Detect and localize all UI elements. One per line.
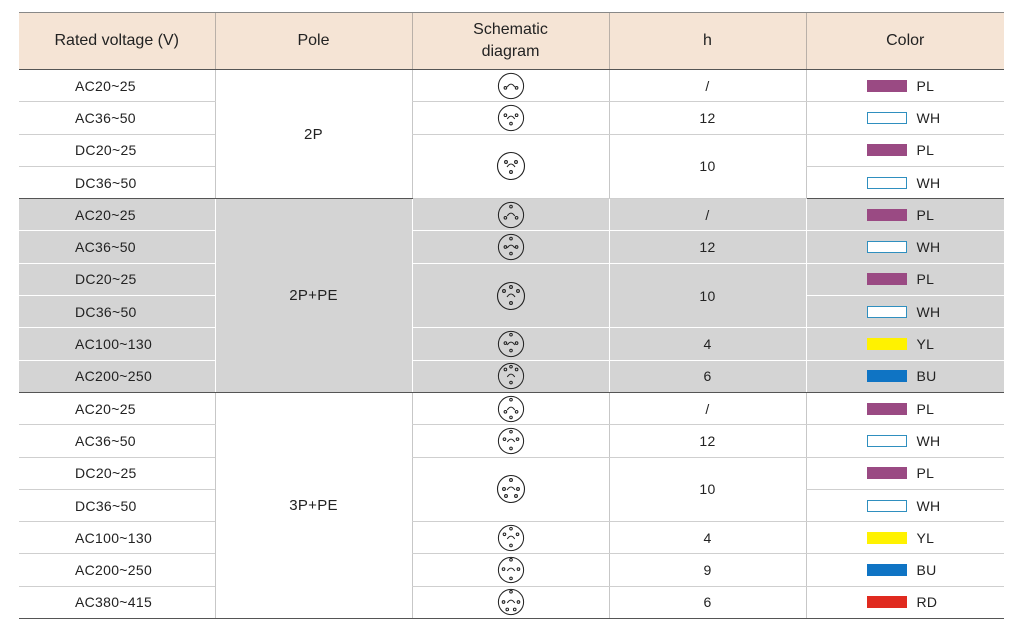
voltage-cell: DC36~50	[19, 166, 215, 198]
header-h: h	[609, 13, 806, 70]
color-cell	[806, 296, 1004, 328]
pin-diagram-icon	[497, 233, 525, 261]
color-code-label: WH	[916, 109, 941, 126]
voltage-cell: DC20~25	[19, 263, 215, 295]
table-row	[19, 70, 1004, 102]
pin-diagram-icon	[497, 588, 525, 616]
h-cell: 10	[609, 263, 806, 328]
diagram-cell	[412, 134, 609, 199]
header-diagram-line1: Schematic	[473, 21, 548, 38]
color-cell	[806, 199, 1004, 231]
color-code-label: WH	[916, 303, 941, 320]
voltage-cell: DC20~25	[19, 457, 215, 489]
table-row	[19, 263, 1004, 295]
header-diagram	[412, 13, 609, 70]
table-row	[19, 586, 1004, 618]
diagram-cell	[412, 102, 609, 134]
voltage-cell: DC36~50	[19, 296, 215, 328]
color-swatch	[867, 532, 907, 544]
color-code-label: PL	[916, 271, 935, 288]
table-row	[19, 328, 1004, 360]
color-swatch	[867, 500, 907, 512]
color-code-label: PL	[916, 400, 935, 417]
color-cell	[806, 489, 1004, 521]
color-code-label: PL	[916, 77, 935, 94]
h-cell: 6	[609, 360, 806, 392]
diagram-cell	[412, 360, 609, 392]
pole-cell: 2P	[215, 70, 412, 199]
color-cell	[806, 102, 1004, 134]
color-code-label: YL	[916, 529, 935, 546]
pin-diagram-icon	[497, 201, 525, 229]
color-cell	[806, 586, 1004, 618]
h-cell: 12	[609, 231, 806, 263]
table-row	[19, 522, 1004, 554]
pin-diagram-icon	[497, 556, 525, 584]
color-swatch	[867, 403, 907, 415]
color-swatch	[867, 306, 907, 318]
header-pole: Pole	[215, 13, 412, 70]
h-cell: 12	[609, 102, 806, 134]
color-code-label: PL	[916, 465, 935, 482]
voltage-cell: AC36~50	[19, 102, 215, 134]
color-swatch	[867, 467, 907, 479]
pole-cell: 3P+PE	[215, 392, 412, 618]
table-row	[19, 199, 1004, 231]
color-cell	[806, 134, 1004, 166]
color-cell	[806, 457, 1004, 489]
color-cell	[806, 231, 1004, 263]
h-cell: 12	[609, 425, 806, 457]
table-row	[19, 360, 1004, 392]
color-swatch	[867, 273, 907, 285]
header-diagram-line2: diagram	[481, 43, 540, 60]
diagram-cell	[412, 522, 609, 554]
color-cell	[806, 392, 1004, 424]
pin-diagram-icon	[497, 330, 525, 358]
color-code-label: WH	[916, 239, 941, 256]
pin-diagram-icon	[496, 474, 526, 504]
color-swatch	[867, 241, 907, 253]
color-swatch	[867, 209, 907, 221]
voltage-cell: AC380~415	[19, 586, 215, 618]
h-cell: /	[609, 392, 806, 424]
table-row	[19, 102, 1004, 134]
pin-diagram-icon	[497, 395, 525, 423]
diagram-cell	[412, 199, 609, 231]
h-cell: 4	[609, 522, 806, 554]
header-voltage: Rated voltage (V)	[19, 13, 215, 70]
voltage-cell: AC200~250	[19, 554, 215, 586]
h-cell: /	[609, 199, 806, 231]
voltage-cell: AC200~250	[19, 360, 215, 392]
diagram-cell	[412, 263, 609, 328]
voltage-cell: AC20~25	[19, 70, 215, 102]
diagram-cell	[412, 328, 609, 360]
table-row	[19, 231, 1004, 263]
pin-diagram-icon	[497, 362, 525, 390]
h-cell: /	[609, 70, 806, 102]
color-swatch	[867, 144, 907, 156]
h-cell: 6	[609, 586, 806, 618]
pin-diagram-icon	[496, 281, 526, 311]
diagram-cell	[412, 586, 609, 618]
pin-diagram-icon	[497, 524, 525, 552]
spec-table	[19, 12, 1004, 619]
diagram-cell	[412, 425, 609, 457]
h-cell: 4	[609, 328, 806, 360]
color-swatch	[867, 177, 907, 189]
color-code-label: PL	[916, 142, 935, 159]
diagram-cell	[412, 392, 609, 424]
color-code-label: RD	[916, 594, 938, 611]
diagram-cell	[412, 70, 609, 102]
voltage-cell: DC20~25	[19, 134, 215, 166]
diagram-cell	[412, 554, 609, 586]
h-cell: 10	[609, 134, 806, 199]
color-cell	[806, 70, 1004, 102]
pin-diagram-icon	[497, 72, 525, 100]
color-cell	[806, 263, 1004, 295]
color-cell	[806, 166, 1004, 198]
voltage-cell: DC36~50	[19, 489, 215, 521]
pole-cell: 2P+PE	[215, 199, 412, 393]
color-code-label: YL	[916, 336, 935, 353]
voltage-cell: AC100~130	[19, 522, 215, 554]
color-code-label: BU	[916, 562, 937, 579]
voltage-cell: AC20~25	[19, 199, 215, 231]
voltage-cell: AC100~130	[19, 328, 215, 360]
color-swatch	[867, 596, 907, 608]
color-swatch	[867, 435, 907, 447]
table-row	[19, 554, 1004, 586]
diagram-cell	[412, 231, 609, 263]
color-code-label: PL	[916, 206, 935, 223]
table-row	[19, 392, 1004, 424]
voltage-cell: AC36~50	[19, 425, 215, 457]
voltage-cell: AC20~25	[19, 392, 215, 424]
color-cell	[806, 328, 1004, 360]
header-color: Color	[806, 13, 1004, 70]
color-code-label: BU	[916, 368, 937, 385]
pin-diagram-icon	[497, 427, 525, 455]
color-swatch	[867, 564, 907, 576]
table-row	[19, 134, 1004, 166]
table-body	[19, 70, 1004, 619]
color-code-label: WH	[916, 497, 941, 514]
color-cell	[806, 425, 1004, 457]
pin-diagram-icon	[497, 104, 525, 132]
color-cell	[806, 522, 1004, 554]
color-swatch	[867, 370, 907, 382]
table-row	[19, 457, 1004, 489]
h-cell: 9	[609, 554, 806, 586]
color-cell	[806, 554, 1004, 586]
color-swatch	[867, 338, 907, 350]
h-cell: 10	[609, 457, 806, 522]
color-code-label: WH	[916, 432, 941, 449]
color-cell	[806, 360, 1004, 392]
voltage-cell: AC36~50	[19, 231, 215, 263]
color-swatch	[867, 80, 907, 92]
pin-diagram-icon	[496, 151, 526, 181]
header-row	[19, 13, 1004, 70]
color-swatch	[867, 112, 907, 124]
color-code-label: WH	[916, 174, 941, 191]
table-row	[19, 425, 1004, 457]
diagram-cell	[412, 457, 609, 522]
